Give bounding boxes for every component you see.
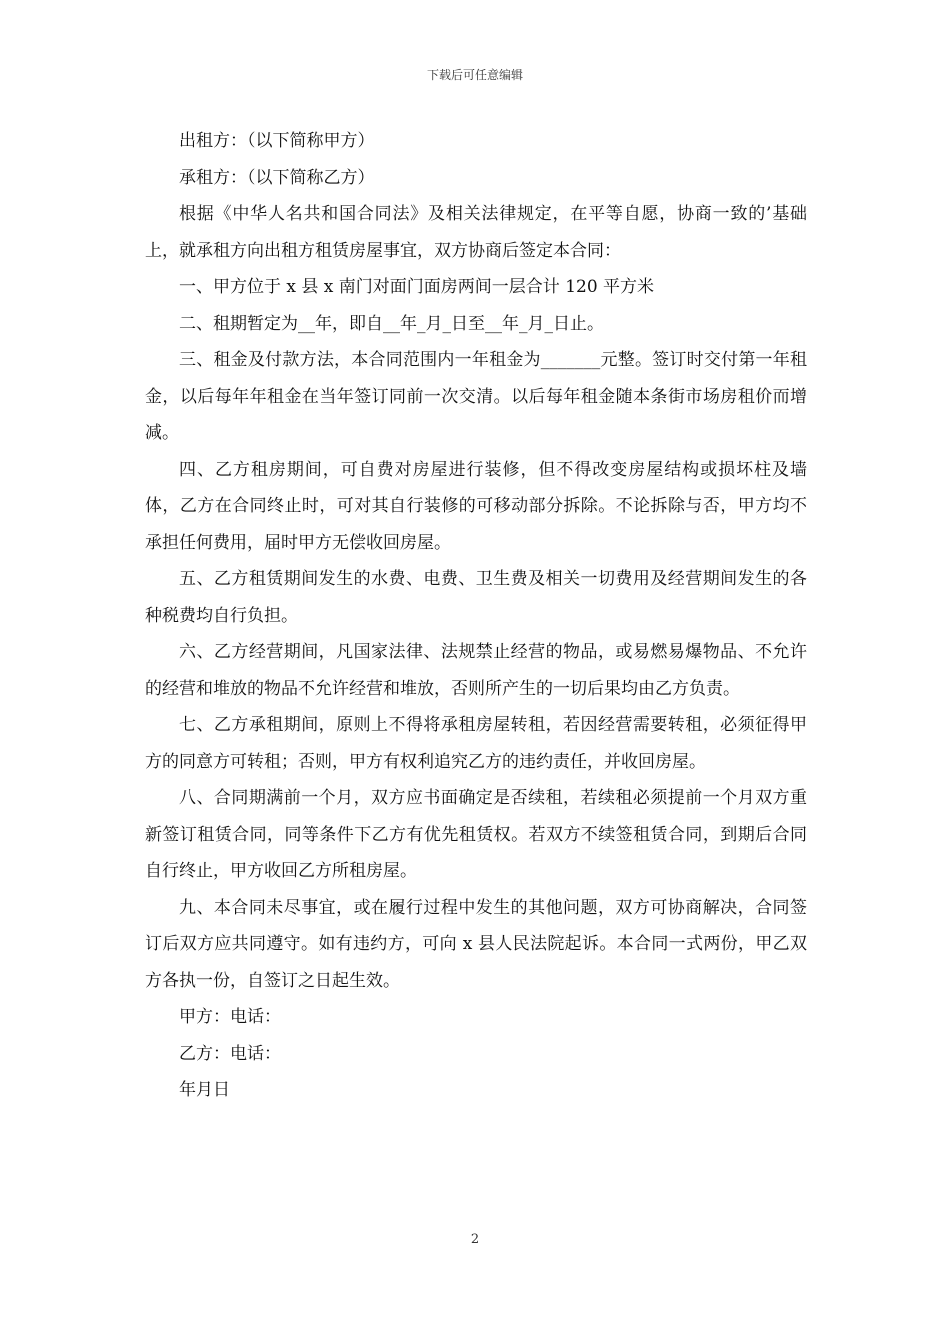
clause-6: 六、乙方经营期间，凡国家法律、法规禁止经营的物品，或易燃易爆物品、不允许的经营和堆放的物品不允许经营和堆放，否则所产生的一切后果均由乙方负责。 xyxy=(145,642,807,699)
preamble-paragraph: 根据《中华人名共和国合同法》及相关法律规定，在平等自愿，协商一致的’基础上，就承租方向出租方租赁房屋事宜，双方协商后签定本合同： xyxy=(145,204,807,261)
page-number: 2 xyxy=(470,1232,480,1247)
date-line: 年月日 xyxy=(179,1080,230,1100)
clause-2: 二、租期暂定为__年，即自__年_月_日至__年_月_日止。 xyxy=(179,313,604,334)
clause-8: 八、合同期满前一个月，双方应书面确定是否续租，若续租必须提前一个月双方重新签订租赁合同，同等条件下乙方有优先租赁权。若双方不续签租赁合同，到期后合同自行终止，甲方收回乙方所租房屋。 xyxy=(145,788,807,881)
party-a-signature-line: 甲方：电话： xyxy=(179,1007,281,1027)
lessor-line: 出租方：（以下简称甲方） xyxy=(179,131,375,151)
contract-body xyxy=(145,123,807,1109)
party-b-signature-line: 乙方：电话： xyxy=(179,1043,281,1064)
clause-7: 七、乙方承租期间，原则上不得将承租房屋转租，若因经营需要转租，必须征得甲方的同意方可转租；否则，甲方有权利追究乙方的违约责任，并收回房屋。 xyxy=(145,715,807,772)
lessee-line: 承租方：（以下简称乙方） xyxy=(179,167,375,188)
clause-9: 九、本合同未尽事宜，或在履行过程中发生的其他问题，双方可协商解决，合同签订后双方应共同遵守。如有违约方，可向 x 县人民法院起诉。本合同一式两份，甲乙双方各执一份，自签订之日起生效。 xyxy=(145,897,807,991)
page-header: 下载后可任意编辑 xyxy=(426,68,523,82)
clause-1: 一、甲方位于 x 县 x 南门对面门面房两间一层合计 120 平方米 xyxy=(179,277,655,297)
clause-3: 三、租金及付款方法，本合同范围内一年租金为_______元整。签订时交付第一年租金，以后每年年租金在当年签订同前一次交清。以后每年租金随本条街市场房租价而增减。 xyxy=(145,350,807,443)
clause-5: 五、乙方租赁期间发生的水费、电费、卫生费及相关一切费用及经营期间发生的各种税费均自行负担。 xyxy=(145,569,807,626)
clause-4: 四、乙方租房期间，可自费对房屋进行装修，但不得改变房屋结构或损坏柱及墙体，乙方在合同终止时，可对其自行装修的可移动部分拆除。不论拆除与否，甲方均不承担任何费用，届时甲方无偿收回房屋。 xyxy=(145,459,807,553)
